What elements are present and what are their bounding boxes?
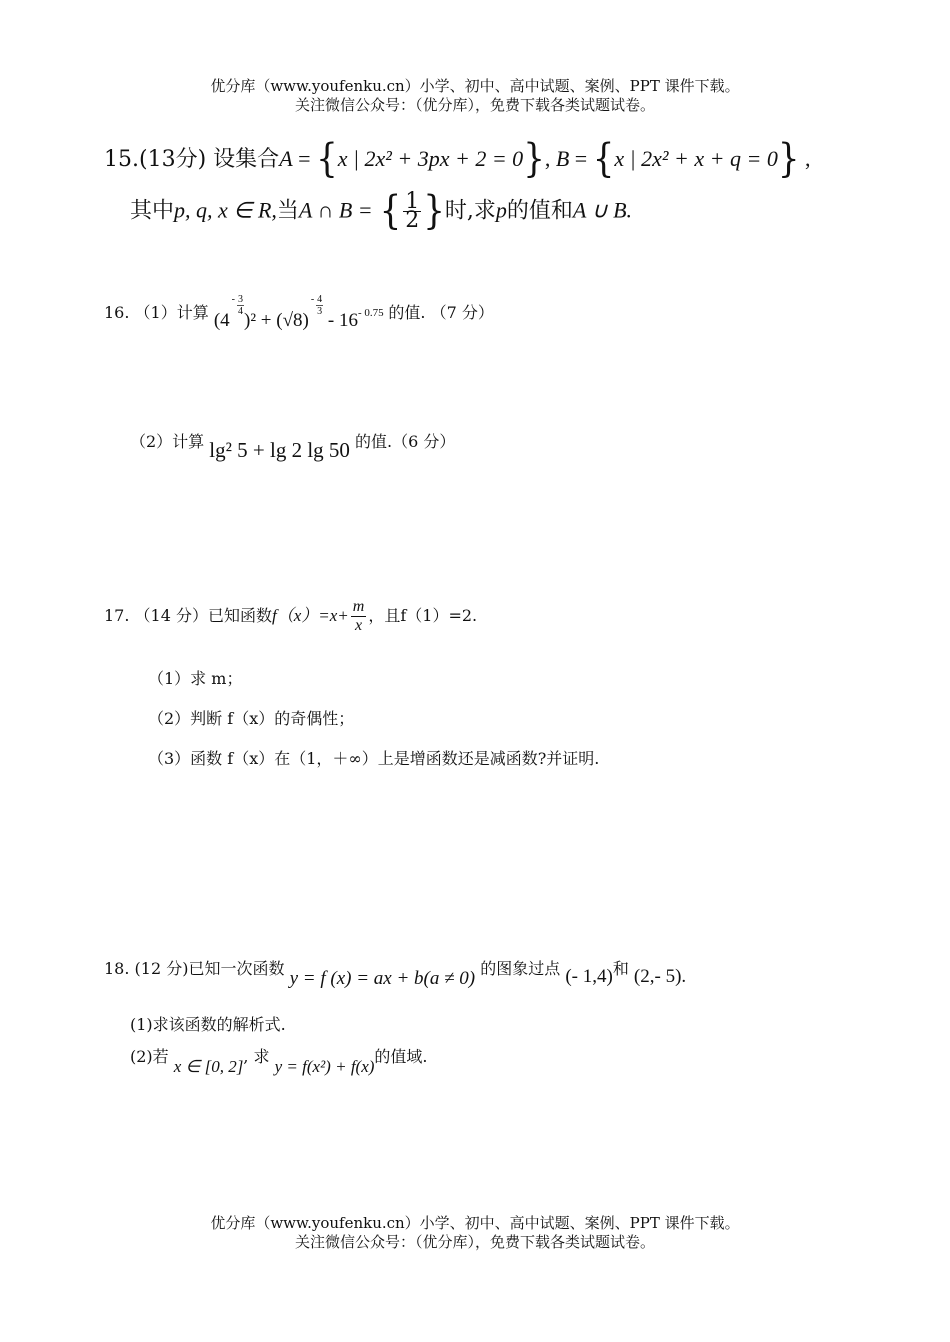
brace-open-icon: { [592, 136, 615, 182]
q15-cond-union: A ∪ B. [572, 197, 633, 223]
q15-cond-suffix-2: 的值和 [506, 198, 573, 224]
q17-function: f（x）=x+ [272, 606, 349, 625]
q18-stem [104, 956, 687, 989]
q15-setB-name: B [555, 146, 570, 171]
brace-close-icon: } [423, 187, 445, 234]
q17-stem-a: 已知函数 [208, 606, 273, 625]
q17-number: 17. [104, 606, 130, 625]
brace-open-icon: { [316, 136, 338, 182]
q16-part-2 [130, 428, 456, 462]
q18-stem-and: 和 [612, 959, 629, 978]
q18-sub2-c: 的值域. [374, 1047, 428, 1066]
brace-close-icon: } [777, 136, 800, 182]
q16-number: 16. [104, 303, 130, 322]
q17-stem-c: f（1）=2. [400, 606, 478, 625]
q15-cond-p: p [495, 197, 507, 223]
q18-sub2-a: (2)若 [130, 1047, 169, 1066]
q15-line-1: 15.(13分) 设集合A = {x | 2x² + 3px + 2 = 0}, B = {x | 2x² + x + q = 0} , [104, 136, 811, 182]
q16-part1-points: （7 分） [430, 303, 494, 322]
q18-stem-b: 的图象过点 [480, 959, 561, 978]
q16-part1-suffix: 的值. [388, 303, 426, 322]
q18-expression: y = f (x) = ax + b(a ≠ 0) [289, 968, 476, 989]
q16-part1-label: （1）计算 [134, 303, 209, 322]
q16-part-1 [104, 294, 494, 331]
q17-fraction: $\frac{m}{x}$ [352, 598, 365, 634]
header-line-1: 优分库（www.youfenku.cn）小学、初中、高中试题、案例、PPT 课件下载。 [210, 77, 740, 95]
q15-setB-expr: x | 2x² + x + q = 0 [614, 146, 778, 171]
q18-sub2-domain: x ∈ [0, 2] [173, 1057, 244, 1076]
q17-points: （14 分） [134, 606, 208, 625]
q15-number: 15. [104, 147, 139, 172]
q18-points: (12 分) [134, 959, 189, 978]
q16-exp2-fraction: $\frac{4}{3}$ [317, 294, 323, 317]
q16-exp1-fraction: $\frac{3}{4}$ [238, 294, 243, 317]
q15-cond-prefix: 其中 [130, 198, 175, 224]
q15-cond-suffix-1: 时,求 [444, 198, 496, 224]
q15-half-fraction: $\frac{1}{2}$ [405, 189, 420, 233]
q18-point-1: (- 1,4) [565, 966, 613, 987]
footer-line-2: 关注微信公众号：（优分库），免费下载各类试题试卷。 [294, 1233, 655, 1251]
q18-stem-a: 已知一次函数 [188, 959, 285, 978]
q16-part2-expression: lg² 5 + lg 2 lg 50 [209, 438, 350, 462]
q18-sub2-expression: y = f(x²) + f(x) [274, 1057, 375, 1076]
q18-number: 18. [104, 959, 130, 978]
footer-line-1: 优分库（www.youfenku.cn）小学、初中、高中试题、案例、PPT 课件下载。 [210, 1214, 740, 1232]
q15-cond-vars: p, q, x ∈ R, [174, 197, 277, 223]
q15-line-2 [130, 187, 633, 234]
q15-cond-when: 当 [276, 198, 299, 224]
q15-points: (13分) [139, 147, 207, 172]
q15-setA-name: A [279, 146, 293, 171]
q17-stem [104, 598, 477, 635]
q16-part2-label: （2）计算 [130, 432, 205, 451]
header-line-2: 关注微信公众号：（优分库），免费下载各类试题试卷。 [294, 96, 655, 114]
q15-intro: 设集合 [213, 147, 280, 172]
brace-close-icon: } [523, 136, 545, 182]
q16-part2-suffix: 的值.（6 分） [355, 432, 456, 451]
q18-point-2: (2,- 5). [633, 966, 687, 987]
q17-sub-1: （1）求 m； [148, 669, 243, 688]
q16-part1-expression: (4 - $\frac{3}{4}$ )² + (√8) - $\frac{4}{3}$ - $16^{- 0.75}$ [213, 294, 384, 331]
q17-sub-2: （2）判断 f（x）的奇偶性； [148, 709, 355, 728]
q18-sub-1: (1)求该函数的解析式. [130, 1015, 286, 1034]
q17-stem-b: ，且 [368, 606, 401, 625]
q18-sub-2 [130, 1044, 428, 1076]
q15-setA-expr: x | 2x² + 3px + 2 = 0 [337, 146, 524, 171]
q15-cond-inter: A ∩ B = [298, 197, 373, 223]
q17-sub-3: （3）函数 f（x）在（1，＋∞）上是增函数还是减函数?并证明. [148, 749, 600, 768]
brace-open-icon: { [379, 187, 402, 234]
q18-sub2-b: , 求 [243, 1047, 270, 1066]
